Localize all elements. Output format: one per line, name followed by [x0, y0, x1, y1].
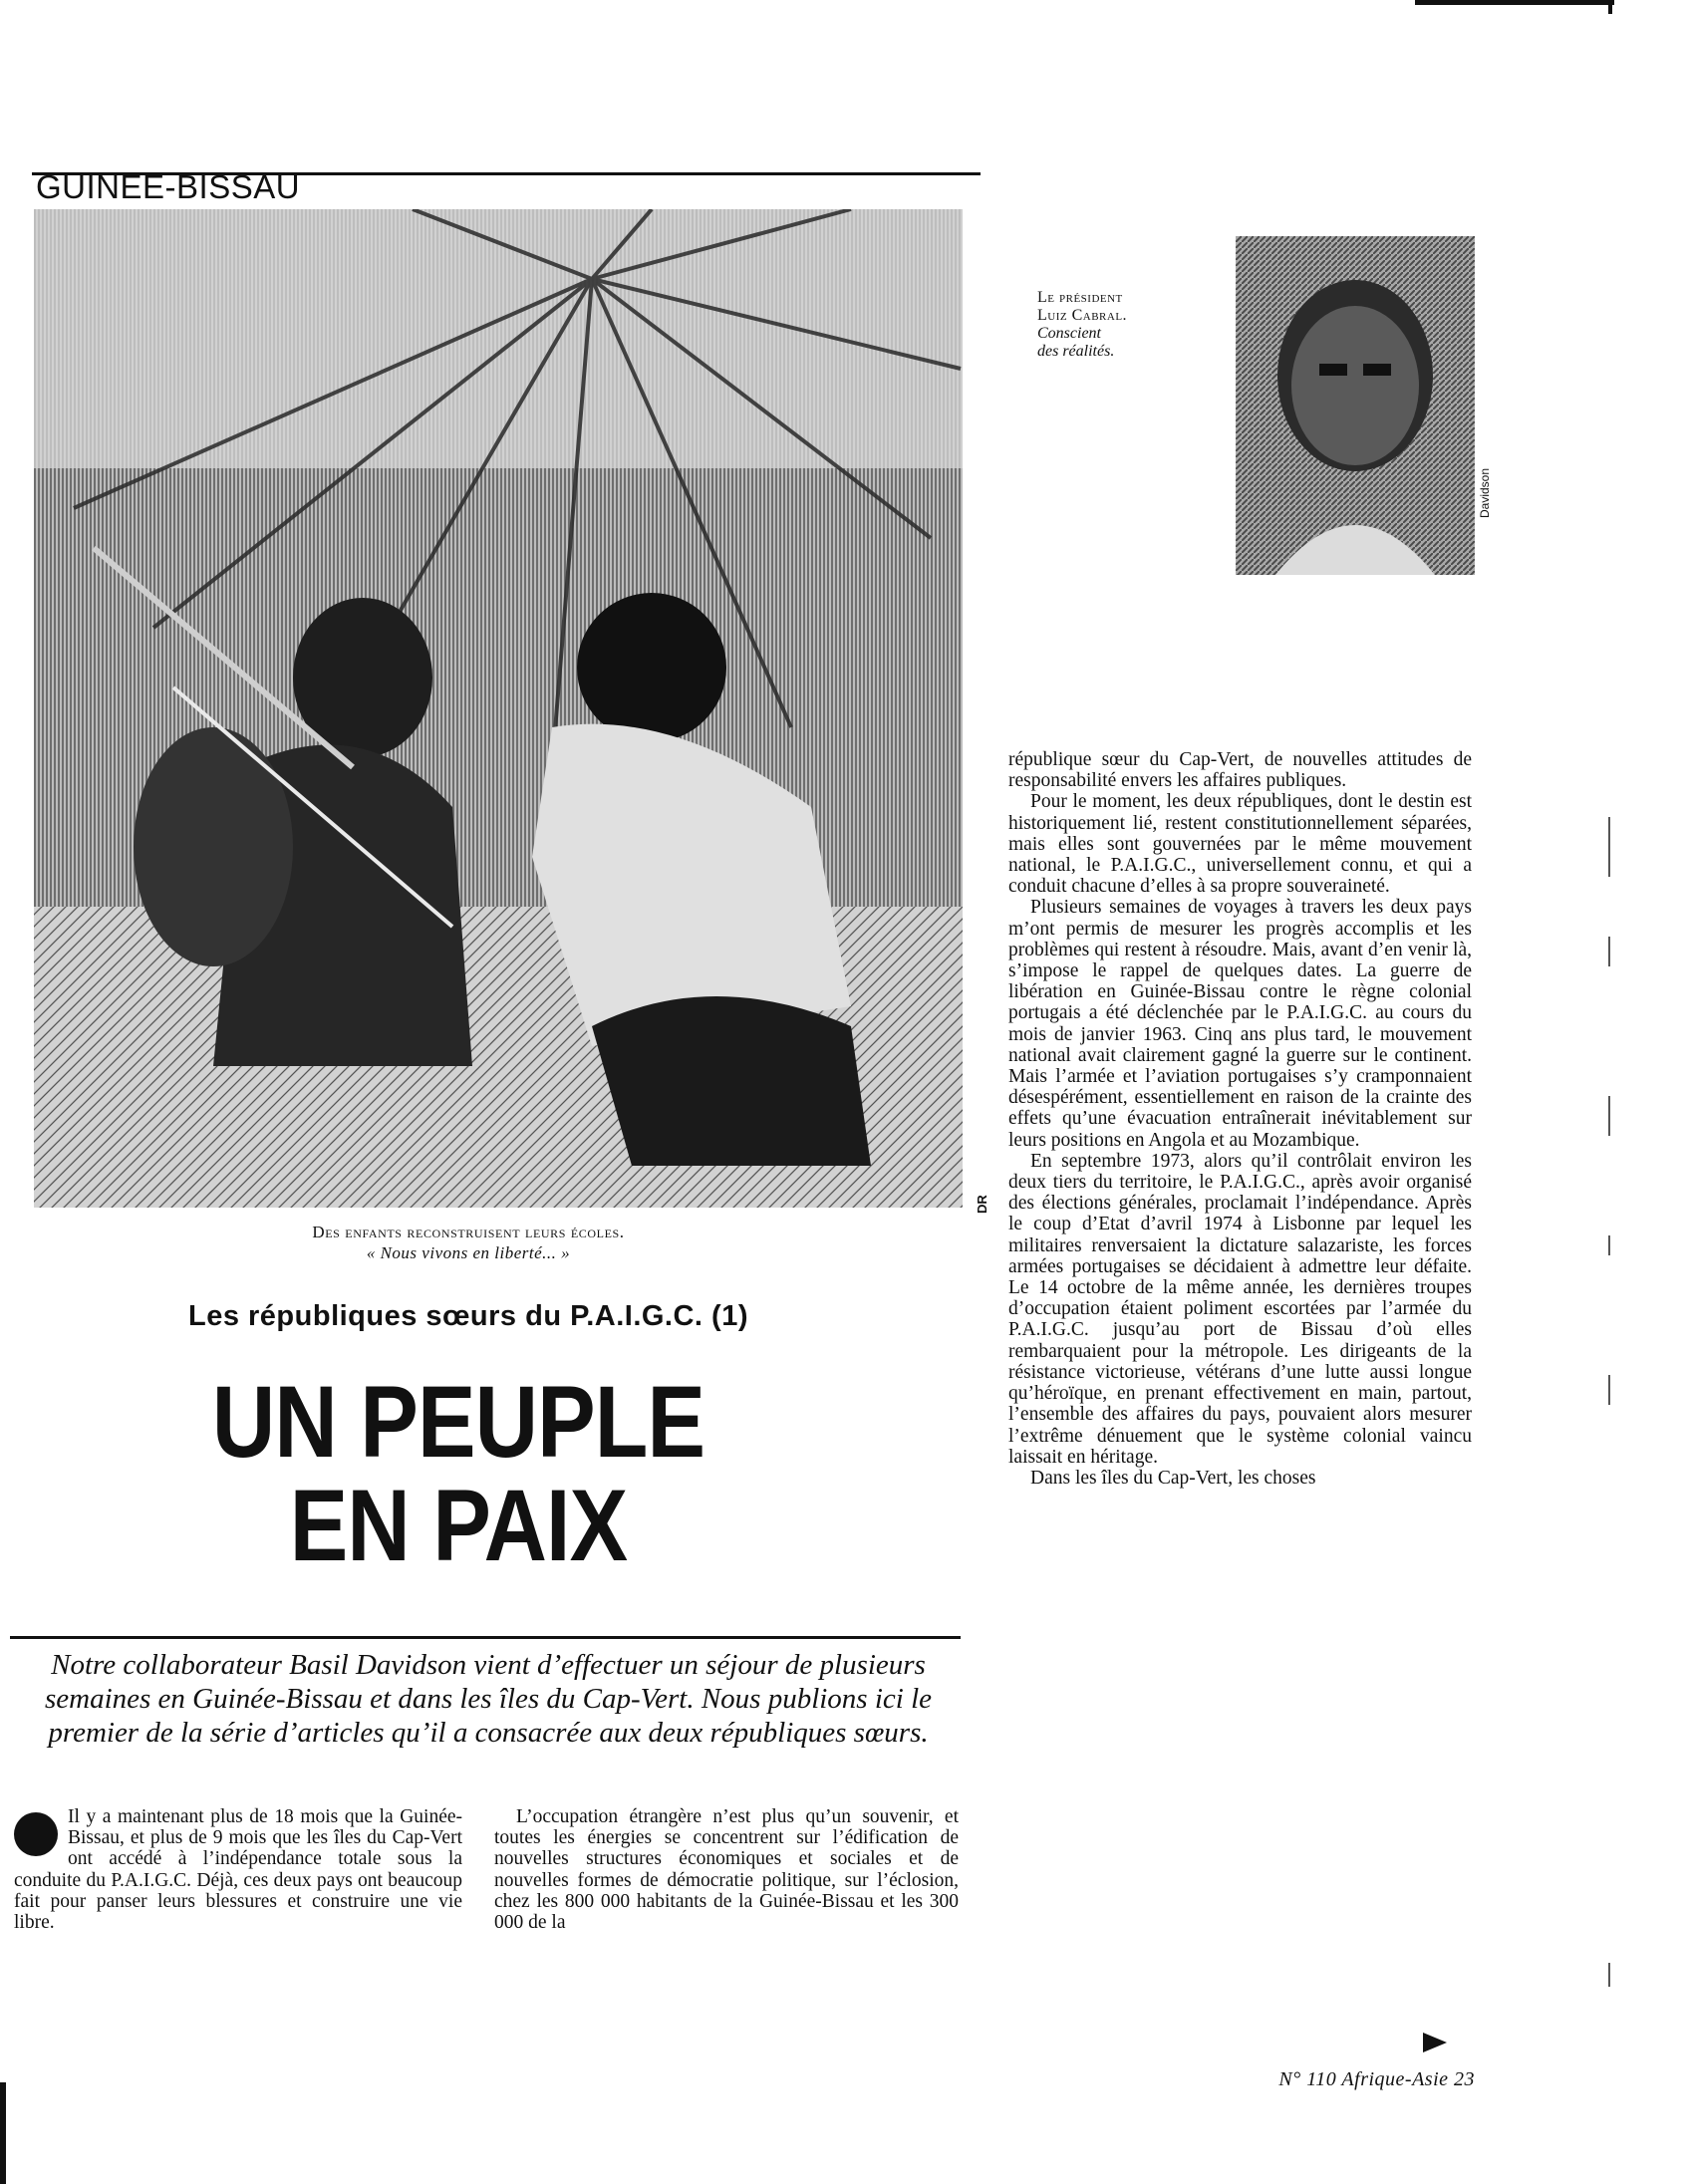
body-column-2 [494, 1806, 959, 1933]
page-footer: N° 110 Afrique-Asie 23 [1278, 2068, 1475, 2090]
headline-line-1: UN PEUPLE [211, 1365, 705, 1479]
portrait-caption-line-2: Luiz Cabral. [1037, 307, 1128, 324]
col1-paragraph-1: Il y a maintenant plus de 18 mois que la Guinée-Bissau, et plus de 9 mois que les îles du Cap-Vert ont accédé à l’indépendance totale sous la conduite du P.A.I.G.C. Déjà, ces deux pays ont beaucoup fait pour panser leurs blessures et construire une vie libre. [14, 1806, 462, 1934]
top-edge-tick [1608, 0, 1612, 14]
lead-rule [10, 1636, 961, 1639]
portrait-photo [1236, 236, 1475, 575]
margin-scan-marks [1608, 817, 1614, 2013]
photo-caption [120, 1222, 817, 1263]
photo-credit: DR [975, 1195, 989, 1214]
top-edge-mark [1415, 0, 1614, 5]
col3-paragraph-3: Plusieurs semaines de voyages à travers les deux pays m’ont permis de mesurer les progrès accomplis et les problèmes qui restent à résoudre. Mais, avant d’en venir là, s’impose le rappel de quelques dates. La guerre de libération en Guinée-Bissau contre le règne colonial portugais a été déclenchée par le P.A.I.G.C. au cours du mois de janvier 1963. Cinq ans plus tard, le mouvement national avait clairement gagné la guerre sur le continent. Mais l’armée et l’aviation portugaises s’y cramponnaient désespérément, essentiellement en raison de la crainte des effets qu’une évacuation entraînerait inévitablement sur leurs positions en Angola et au Mozambique. [1008, 897, 1472, 1151]
col3-paragraph-5: Dans les îles du Cap-Vert, les choses [1030, 1467, 1316, 1489]
portrait-photo-image [1236, 236, 1475, 575]
portrait-credit: Davidson [1478, 467, 1492, 518]
col2-paragraph-1: L’occupation étrangère n’est plus qu’un souvenir, et toutes les énergies se concentrent sur l’édification de nouvelles structures économiques et sociales et de nouvelles formes de démocratie politique, sur l’éclosion, chez les 800 000 habitants de la Guinée-Bissau et les 300 000 de la [494, 1806, 959, 1934]
photo-caption-title: Des enfants reconstruisent leurs écoles. [312, 1223, 625, 1241]
continued-arrow-icon [1423, 2033, 1447, 2052]
bullet-dropcap-icon [14, 1812, 58, 1856]
headline-line-2: EN PAIX [289, 1469, 628, 1582]
main-photo-image [34, 209, 963, 1208]
main-photo [34, 209, 963, 1208]
bottom-edge-mark [0, 2082, 6, 2184]
photo-caption-quote: « Nous vivons en liberté... » [366, 1243, 571, 1262]
col3-paragraph-1: république sœur du Cap-Vert, de nouvelles attitudes de responsabilité envers les affaires publiques. [1008, 749, 1472, 792]
article-kicker: Les républiques sœurs du P.A.I.G.C. (1) [187, 1300, 748, 1332]
body-column-1 [14, 1806, 462, 1933]
article-headline [99, 1365, 818, 1582]
col3-paragraph-4: En septembre 1973, alors qu’il contrôlait environ les deux tiers du territoire, le P.A.I.G.C., après avoir organisé des élections générales, proclamait l’indépendance. Après le coup d’Etat d’avril 1974 à Lisbonne par lequel les militaires renversaient la dictature salazariste, les forces armées portugaises se décidaient à admettre leur défaite. Le 14 octobre de la même année, les dernières troupes d’occupation étaient poliment escortées par l’armée du P.A.I.G.C. jusqu’au port de Bissau d’où elles rembarquaient pour la métropole. Les dirigeants de la résistance victorieuse, vétérans d’une lutte aussi longue qu’héroïque, en prenant effectivement en main, partout, l’ensemble des affaires du pays, pouvaient alors mesurer l’extrême dénuement que le système colonial vaincu laissait en héritage. [1008, 1150, 1472, 1468]
portrait-caption-line-4: des réalités. [1037, 343, 1115, 360]
portrait-caption-line-3: Conscient [1037, 325, 1101, 342]
section-label: GUINEE-BISSAU [36, 168, 301, 205]
body-column-3 [1008, 749, 1472, 1489]
portrait-caption-line-1: Le président [1037, 289, 1123, 306]
portrait-caption [1037, 289, 1227, 361]
article-lead: Notre collaborateur Basil Davidson vient d’effectuer un séjour de plusieurs semaines en Guinée-Bissau et dans les îles du Cap-Vert. Nous publions ici le premier de la série d’articles qu’il a consacrée aux deux républiques sœurs. [44, 1649, 933, 1749]
col3-paragraph-2: Pour le moment, les deux républiques, dont le destin est historiquement lié, restent constitutionnellement séparées, mais elles sont gouvernées par le même mouvement national, le P.A.I.G.C., universellement connu, et qui a conduit chacune d’elles à sa propre souveraineté. [1008, 791, 1472, 898]
